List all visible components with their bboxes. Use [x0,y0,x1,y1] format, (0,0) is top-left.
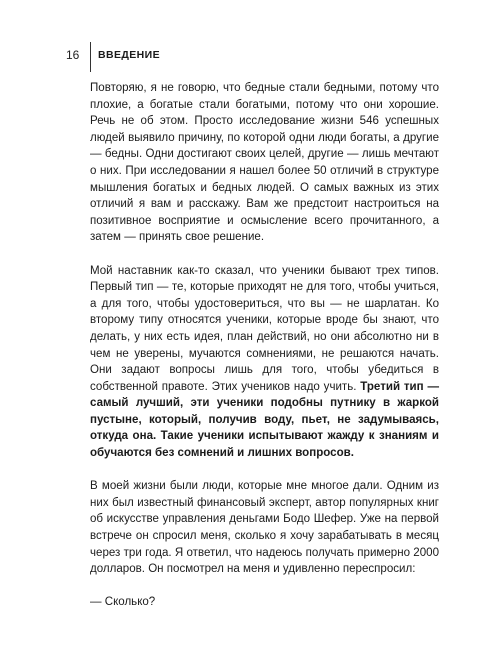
paragraph-2-bold-text: Третий тип — самый лучший, эти ученики подобны путнику в жаркой пустыне, который, получив воду, пьет, не задумываясь, откуда она. Такие ученики испытывают жажду к знаниям и обучаются без сомнений и лишних вопросов. [90,380,439,460]
paragraph-2-text: Мой наставник как-то сказал, что ученики бывают трех типов. Первый тип — те, которые приходят не для того, чтобы учиться, а для того, чтобы удостовериться, что вы — не шарлатан. Ко второму типу относятся ученики, которые вроде бы знают, что делать, у них есть идея, план действий, но они абсолютно ни в чем не уверены, мучаются сомнениями, не решаются начать. Они задают вопросы лишь для того, чтобы убедиться в собственной правоте. Этих учеников надо учить. [90,264,439,393]
section-title: ВВЕДЕНИЕ [98,49,160,61]
page-header [66,44,160,66]
header-divider [90,42,91,72]
paragraph-3 [90,478,439,578]
paragraph-4-text: — Сколько? [90,596,156,609]
paragraph-1 [90,80,439,246]
paragraph-4 [90,594,439,611]
paragraph-1-text: Повторяю, я не говорю, что бедные стали бедными, потому что плохие, а богатые стали богатыми, потому что они хорошие. Речь не об этом. Просто исследование жизни 546 успешных людей выявило причину, по которой одни люди богаты, а другие — бедны. Одни достигают своих целей, другие — лишь мечтают о них. При исследовании я нашел более 50 отличий в структуре мышления богатых и бедных людей. О самых важных из этих отличий я вам и расскажу. Вам же предстоит настроиться на позитивное восприятие и осмысление всего прочитанного, а затем — принять свое решение. [90,82,439,244]
body-text [90,80,439,628]
paragraph-2 [90,263,439,462]
page-number: 16 [66,48,80,62]
paragraph-3-text: В моей жизни были люди, которые мне многое дали. Одним из них был известный финансовый эксперт, автор популярных книг об искусстве управления деньгами Бодо Шефер. Уже на первой встрече он спросил меня, сколько я хочу зарабатывать в месяц через три года. Я ответил, что надеюсь получать примерно 2000 долларов. Он посмотрел на меня и удивленно переспросил: [90,480,439,576]
